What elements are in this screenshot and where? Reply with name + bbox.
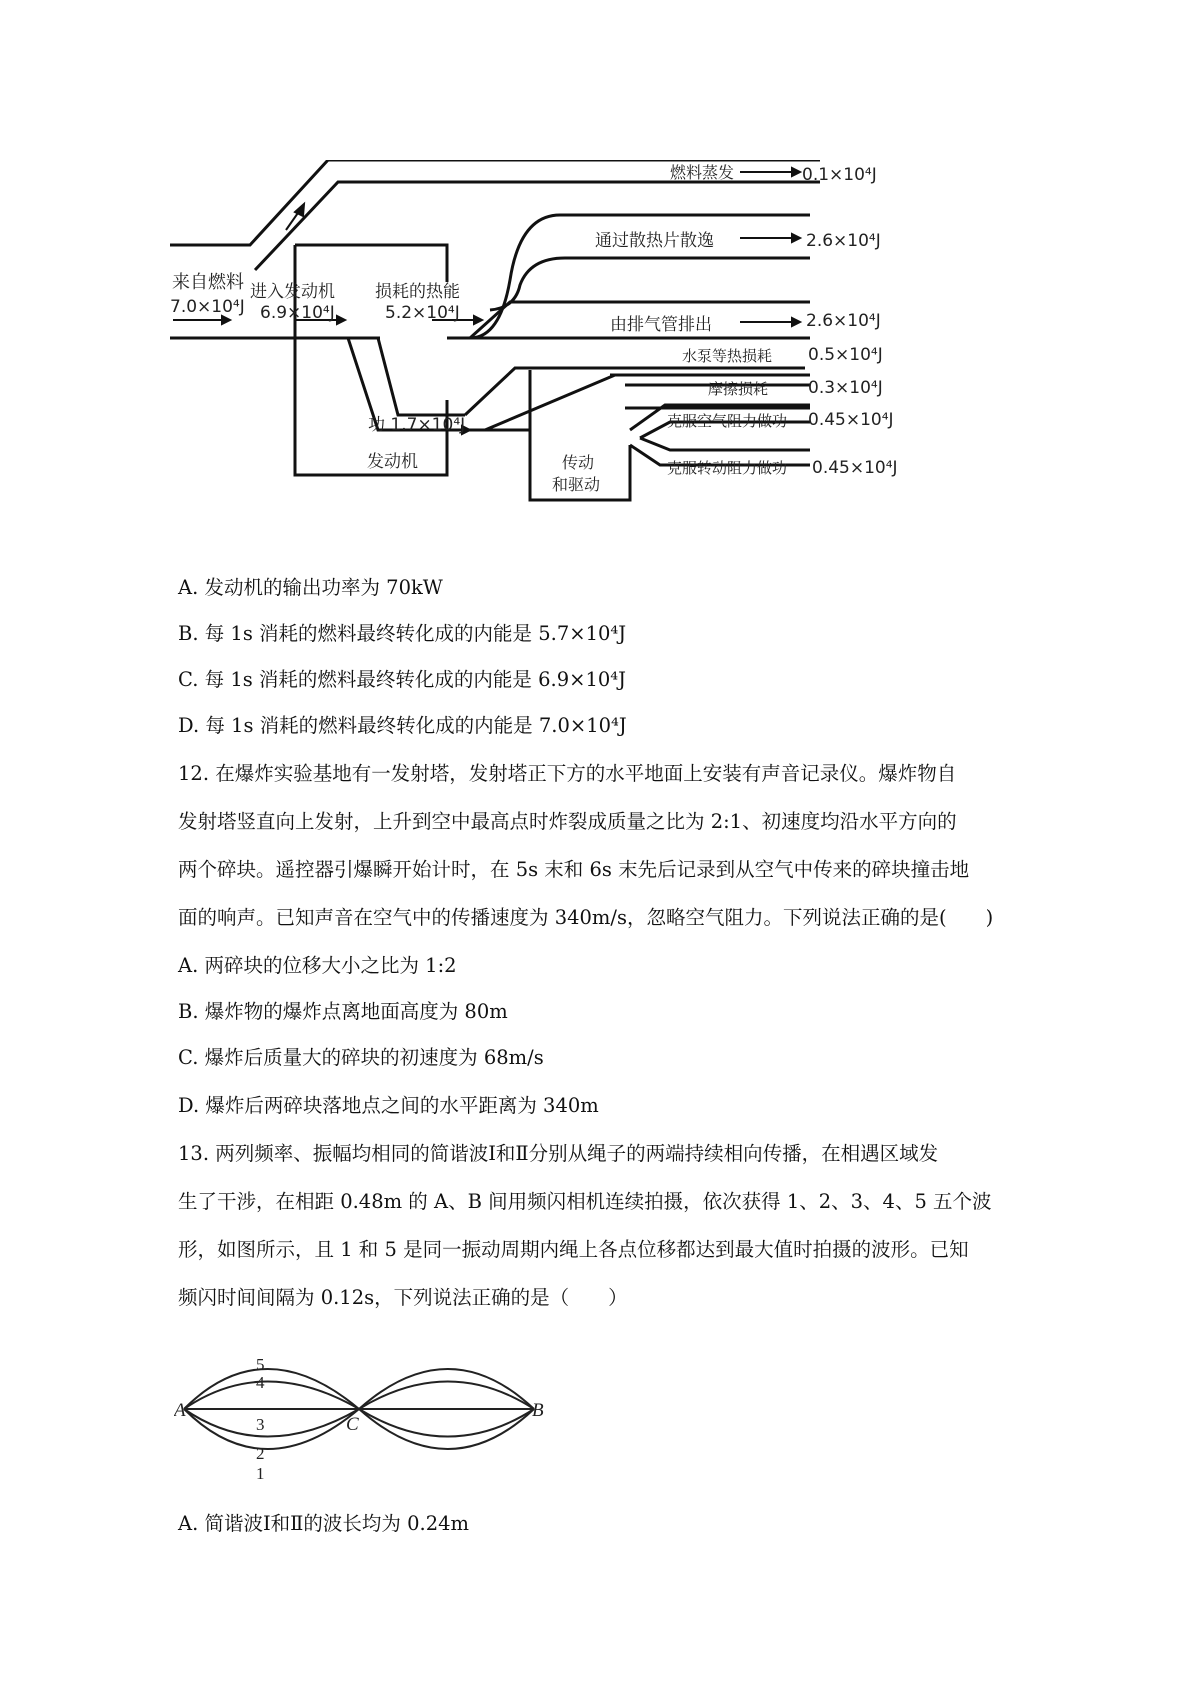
output-label-5: 摩擦损耗 <box>708 380 769 398</box>
q13-line-2: 生了干涉，在相距 0.48m 的 A、B 间用频闪相机连续拍摄，依次获得 1、2、3、4、5 五个波 <box>178 1190 992 1213</box>
q12-line-3: 两个碎块。遥控器引爆瞬开始计时，在 5s 末和 6s 末先后记录到从空气中传来的碎块撞击地 <box>178 858 970 881</box>
heat-loss-value: 5.2×10⁴J <box>385 303 460 323</box>
output-label-4: 水泵等热损耗 <box>682 347 773 365</box>
q11-option-a: A. 发动机的输出功率为 70kW <box>178 576 443 599</box>
q13-line-1: 13. 两列频率、振幅均相同的简谐波Ⅰ和Ⅱ分别从绳子的两端持续相向传播，在相遇区域发 <box>178 1142 939 1165</box>
q12-option-c: C. 爆炸后质量大的碎块的初速度为 68m/s <box>178 1046 544 1069</box>
output-label-1: 燃料蒸发 <box>670 163 735 182</box>
point-a-label: A <box>174 1400 186 1421</box>
engine-box <box>295 245 447 475</box>
q11-option-c: C. 每 1s 消耗的燃料最终转化成的内能是 6.9×10⁴J <box>178 668 626 691</box>
curve-4 <box>184 1382 534 1410</box>
q13-line-3: 形，如图所示，且 1 和 5 是同一振动周期内绳上各点位移都达到最大值时拍摄的波形。已知 <box>178 1238 969 1261</box>
point-c-label: C <box>346 1414 359 1435</box>
q13-option-a: A. 简谐波Ⅰ和Ⅱ的波长均为 0.24m <box>178 1512 470 1535</box>
q12-line-2: 发射塔竖直向上发射，上升到空中最高点时炸裂成质量之比为 2:1、初速度均沿水平方向的 <box>178 810 957 833</box>
output-value-6: 0.45×10⁴J <box>808 410 894 430</box>
curve-1 <box>184 1409 534 1449</box>
point-b-label: B <box>532 1400 544 1421</box>
output-value-2: 2.6×10⁴J <box>806 231 881 251</box>
input-value: 7.0×10⁴J <box>170 297 245 317</box>
q12-line-1: 12. 在爆炸实验基地有一发射塔，发射塔正下方的水平地面上安装有声音记录仪。爆炸物自 <box>178 762 957 785</box>
curve-label-5: 5 <box>256 1355 265 1374</box>
q11-option-b: B. 每 1s 消耗的燃料最终转化成的内能是 5.7×10⁴J <box>178 622 627 645</box>
q12-option-d: D. 爆炸后两碎块落地点之间的水平距离为 340m <box>178 1094 599 1117</box>
engine-in-value: 6.9×10⁴J <box>260 303 335 323</box>
output-value-1: 0.1×10⁴J <box>802 165 877 185</box>
drive-label-2: 和驱动 <box>552 475 601 494</box>
curve-5 <box>184 1369 534 1409</box>
q13-line-4: 频闪时间间隔为 0.12s，下列说法正确的是（ ） <box>178 1286 628 1309</box>
output-value-4: 0.5×10⁴J <box>808 345 883 365</box>
curve-label-3: 3 <box>256 1415 265 1434</box>
output-label-2: 通过散热片散逸 <box>595 231 714 251</box>
curve-label-2: 2 <box>256 1444 265 1463</box>
curve-2 <box>184 1409 534 1437</box>
q12-option-a: A. 两碎块的位移大小之比为 1:2 <box>178 954 457 977</box>
standing-wave-figure <box>174 1344 554 1484</box>
curve-label-1: 1 <box>256 1464 265 1483</box>
q11-option-d: D. 每 1s 消耗的燃料最终转化成的内能是 7.0×10⁴J <box>178 714 627 737</box>
output-value-7: 0.45×10⁴J <box>812 458 898 478</box>
curve-label-4: 4 <box>256 1373 265 1392</box>
heat-loss-label: 损耗的热能 <box>375 282 460 302</box>
output-label-6: 克服空气阻力做功 <box>667 412 788 430</box>
work-label: 功 1.7×10⁴J <box>368 415 466 435</box>
drive-label-1: 传动 <box>562 453 595 472</box>
output-label-7: 克服转动阻力做功 <box>667 459 788 477</box>
output-label-3: 由排气管排出 <box>610 315 712 335</box>
q12-option-b: B. 爆炸物的爆炸点离地面高度为 80m <box>178 1000 508 1023</box>
input-label: 来自燃料 <box>172 272 244 293</box>
output-value-3: 2.6×10⁴J <box>806 311 881 331</box>
engine-label: 发动机 <box>367 452 418 472</box>
output-value-5: 0.3×10⁴J <box>808 378 883 398</box>
q12-line-4: 面的响声。已知声音在空气中的传播速度为 340m/s，忽略空气阻力。下列说法正确的是( ) <box>178 906 994 929</box>
energy-flow-diagram <box>170 160 1010 560</box>
engine-in-label: 进入发动机 <box>250 282 335 302</box>
